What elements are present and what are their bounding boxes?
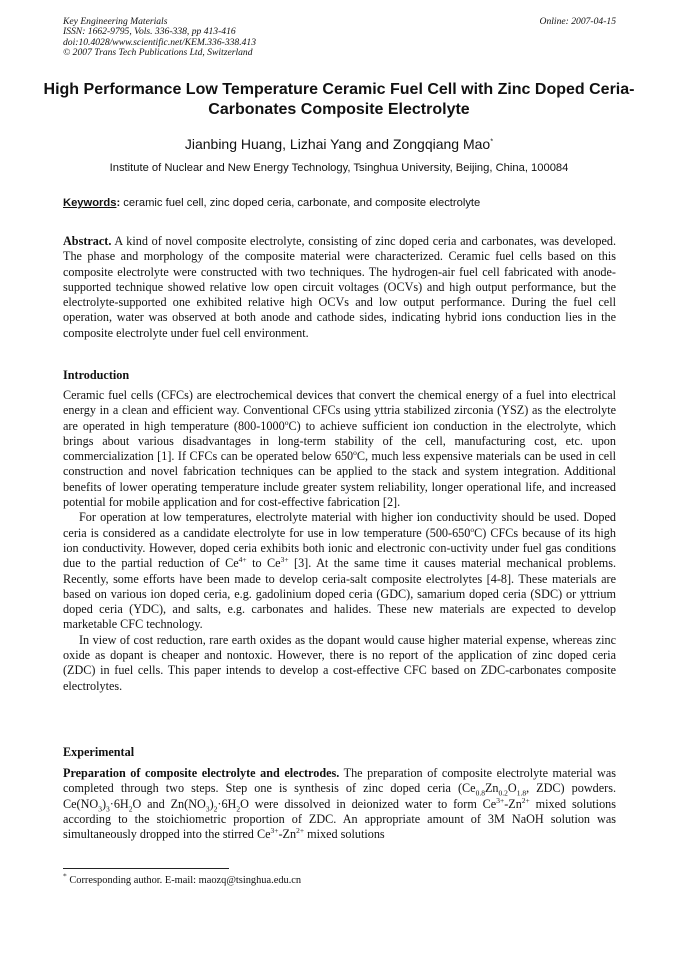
abstract-label: Abstract. bbox=[63, 234, 112, 248]
online-date: Online: 2007-04-15 bbox=[539, 16, 616, 27]
intro-paragraph-3: In view of cost reduction, rare earth oxides as the dopant would cause higher material expense, whereas zinc oxide as dopant is cheaper and nontoxic. However, there is no report of the application of zinc doped ceria (ZDC) in fuel cells. This paper intends to develop a cost-effective CFC based on ZDC-carbonates composite electrolytes. bbox=[63, 632, 616, 693]
experimental-paragraph-1: Preparation of composite electrolyte and electrodes. The preparation of composite electrolyte material was completed through two steps. Step one is synthesis of zinc doped ceria ($Ce_{0.8}Zn_{0.2}O_{1.8}$, ZDC) powders. $Ce(NO_3)_3\cdot 6H_2O$ and $Zn(NO_3)_2\cdot 6H_2O$ were dissolved in deionized water to form $Ce^{3+}-Zn^{2+}$ mixed solutions according to the stoichiometric proportion of ZDC. An appropriate amount of 3M NaOH solution was simultaneously dropped into the stirred $Ce^{3+}-Zn^{2+}$ mixed solutions bbox=[63, 766, 617, 842]
experimental-heading: Experimental bbox=[63, 745, 135, 759]
footnote-mark: * bbox=[63, 871, 67, 881]
intro-paragraph-1: Ceramic fuel cells (CFCs) are electrochemical devices that convert the chemical energy of a fuel into electrical energy in a clean and efficient way. Conventional CFCs using yttria stabilized zirconia (YSZ) as the electrolyte are operated in high temperature (800-1000$^o$C) to achieve sufficient ion conduction in the electrolyte, which brings about various disadvantages in long-term stability of the cell, manufacturing cost, etc. upon commercialization [1]. If CFCs can be operated below 650$^o$C, much less expensive materials can be used in cell construction and novel fabrication techniques can be applied to the stack and system integration. Additional benefits of lower operating temperature include greater system reliability, longer operational life, and increased potential for mobile application and for cost-effective fabrication [2]. bbox=[63, 388, 616, 510]
keywords-line bbox=[63, 196, 616, 210]
abstract bbox=[63, 234, 616, 341]
intro-paragraph-2: For operation at low temperatures, electrolyte material with higher ion conductivity should be used. Doped ceria is considered as a candidate electrolyte for use in low temperature (500-650$^o$C) CFCs because of its high ion conductivity. However, doped ceria exhibits both ionic and electronic con-uctivity under fuel gas conditions due to the partial reduction of $Ce^{4+}$ to $Ce^{3+}$ [3]. At the same time it causes material mechanical problems. Recently, some efforts have been made to develop ceria-salt composite electrolytes [4-8]. These materials are based on various ion doped ceria, e.g. gadolinium doped ceria (GDC), samarium doped ceria (SDC) or yttrium doped ceria (YDC), and salts, e.g. carbonates and halides. These new materials are expected to develop marketable CFC technology. bbox=[63, 510, 617, 632]
footnote-rule bbox=[63, 868, 229, 869]
doi-line: doi:10.4028/www.scientific.net/KEM.336-338.413 bbox=[63, 36, 257, 48]
keywords-text: ceramic fuel cell, zinc doped ceria, carbonate, and composite electrolyte bbox=[120, 197, 481, 209]
preparation-subheading: Preparation of composite electrolyte and electrodes. bbox=[63, 766, 340, 780]
abstract-text: A kind of novel composite electrolyte, consisting of zinc doped ceria and carbonates, was developed. The phase and morphology of the composite material were characterized. Ceramic fuel cells based on this composite electrolyte were constructed with two techniques. The hydrogen-air fuel cell fabricated with anode-supported technique showed relative low open circuit voltages (OCVs) and high output performance, but the electrolyte-supported one exhibited relative high OCVs and low output performance. During the fuel cell operation, water was observed at both anode and cathode sides, indicating hybrid ions conduction lies in the composite electrolyte under fuel cell environment. bbox=[63, 234, 616, 340]
corresponding-author-mark: * bbox=[490, 136, 494, 146]
journal-header bbox=[63, 17, 616, 59]
experimental-body bbox=[63, 766, 616, 842]
keywords-colon: : bbox=[116, 197, 121, 209]
footnote-text: Corresponding author. E-mail: maozq@tsinghua.edu.cn bbox=[66, 875, 302, 886]
journal-name: Key Engineering Materials bbox=[63, 16, 168, 27]
introduction-heading: Introduction bbox=[63, 368, 130, 382]
footnote bbox=[63, 871, 616, 887]
author-list bbox=[40, 135, 638, 153]
copyright-line: © 2007 Trans Tech Publications Ltd, Switzerland bbox=[63, 47, 253, 59]
authors-text: Jianbing Huang, Lizhai Yang and Zongqiang Mao bbox=[184, 136, 491, 152]
issn-line: ISSN: 1662-9795, Vols. 336-338, pp 413-416 bbox=[63, 26, 236, 38]
paper-title: High Performance Low Temperature Ceramic Fuel Cell with Zinc Doped Ceria-Carbonates Composite Electrolyte bbox=[43, 81, 635, 118]
introduction-body bbox=[63, 388, 616, 694]
keywords-label: Keywords bbox=[63, 197, 117, 209]
affiliation: Institute of Nuclear and New Energy Technology, Tsinghua University, Beijing, China, 100084 bbox=[109, 162, 569, 174]
